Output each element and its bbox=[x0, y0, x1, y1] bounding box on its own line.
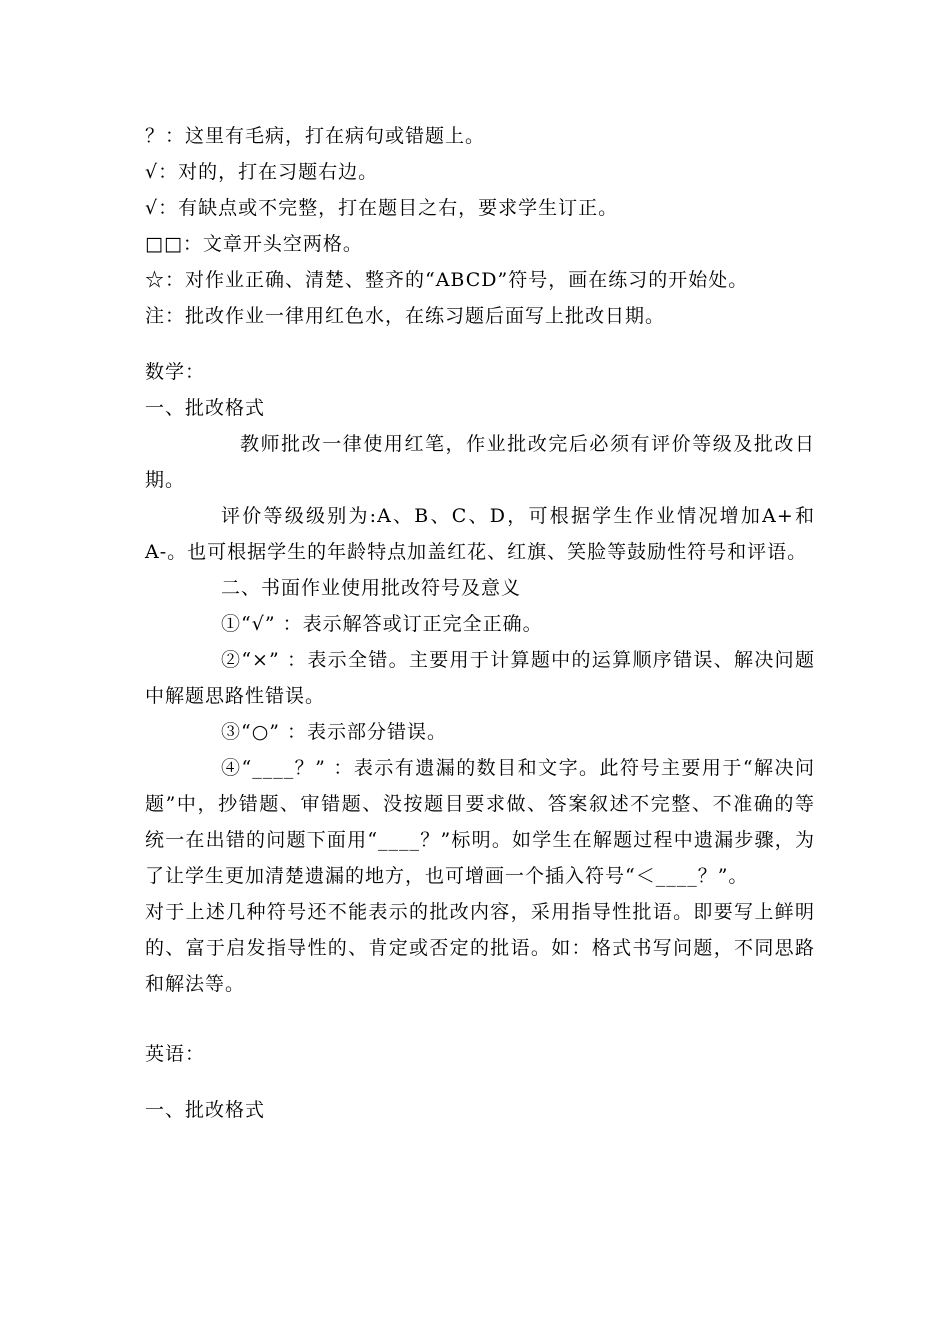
spacer bbox=[145, 1002, 815, 1036]
math-symbol-item-4: ④“____？” ：表示有遗漏的数目和文字。此符号主要用于“解决问题”中，抄错题、审错题、没按题目要求做、答案叙述不完整、不准确的等统一在出错的问题下面用“____？”标明。如学生在解题过程中遗漏步骤，为了让学生更加清楚遗漏的地方，也可增画一个插入符号“＜____？”。 bbox=[145, 757, 815, 887]
symbol-line-star: ☆：对作业正确、清楚、整齐的“ABCD”符号，画在练习的开始处。 bbox=[145, 269, 749, 291]
symbol-line-indent: □□：文章开头空两格。 bbox=[145, 233, 363, 255]
spacer bbox=[145, 334, 815, 354]
symbol-line-half-check: √：有缺点或不完整，打在题目之右，要求学生订正。 bbox=[145, 197, 619, 219]
math-paragraph-1: 教师批改一律使用红笔，作业批改完后必须有评价等级及批改日期。 bbox=[145, 433, 815, 491]
english-section-1-title: 一、批改格式 bbox=[145, 1099, 266, 1121]
math-paragraph-3: 对于上述几种符号还不能表示的批改内容，采用指导性批语。即要写上鲜明的、富于启发指导性的、肯定或否定的批语。如：格式书写问题，不同思路和解法等。 bbox=[145, 901, 815, 995]
symbol-line-question: ？：这里有毛病，打在病句或错题上。 bbox=[145, 125, 486, 147]
math-heading: 数学： bbox=[145, 361, 206, 383]
math-paragraph-2: 评价等级级别为:A、B、C、D，可根据学生作业情况增加A+和A-。也可根据学生的年龄特点加盖红花、红旗、笑脸等鼓励性符号和评语。 bbox=[145, 505, 815, 563]
math-symbol-item-1: ①“√” ：表示解答或订正完全正确。 bbox=[221, 613, 543, 635]
math-symbol-item-2: ②“×” ：表示全错。主要用于计算题中的运算顺序错误、解决问题中解题思路性错误。 bbox=[145, 649, 815, 707]
math-symbol-item-3: ③“○” ：表示部分错误。 bbox=[221, 721, 448, 743]
symbol-line-note: 注：批改作业一律用红色水，在练习题后面写上批改日期。 bbox=[145, 305, 666, 327]
spacer bbox=[145, 1072, 815, 1092]
math-section-1-title: 一、批改格式 bbox=[145, 397, 266, 419]
english-heading: 英语： bbox=[145, 1043, 206, 1065]
symbol-line-check: √：对的，打在习题右边。 bbox=[145, 161, 379, 183]
document-page bbox=[145, 118, 815, 1128]
math-section-2-title: 二、书面作业使用批改符号及意义 bbox=[221, 577, 522, 599]
